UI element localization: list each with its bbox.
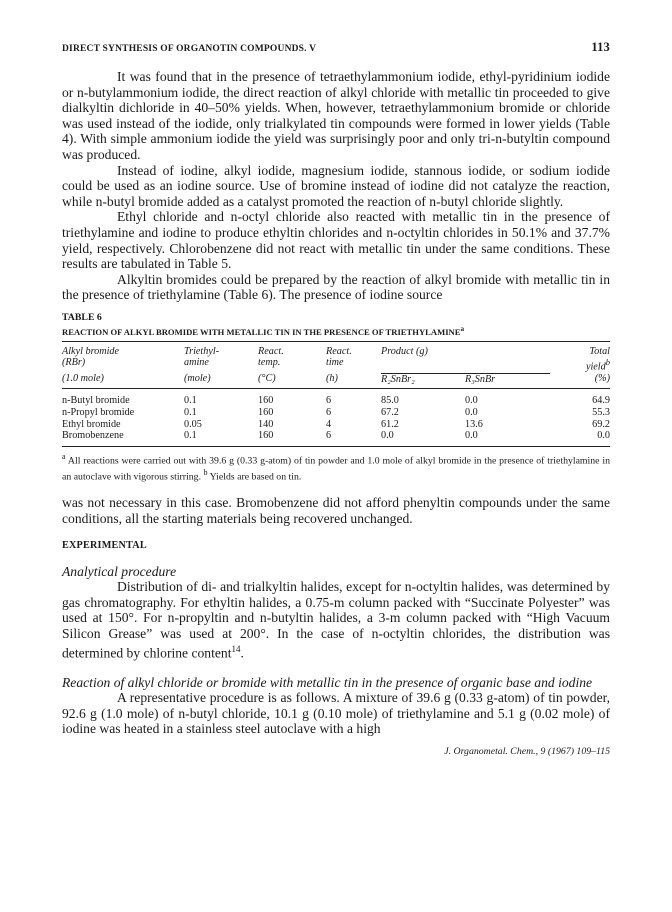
paper-page [62, 40, 610, 757]
header-alkyl-bromide-2: (RBr) [62, 357, 86, 369]
cell-compound: n-Butyl bromide [62, 395, 130, 407]
footnote-text-1: All reactions were carried out with 39.6 g (0.33 g-atom) of tin powder and 1.0 mole of alkyl bromide in the presence of triethylamine in an autoclave with vigorous stirring. [62, 455, 610, 483]
page-number: 113 [591, 40, 610, 54]
header-total-2 [550, 357, 610, 373]
table-header-row-1 [62, 346, 610, 358]
paragraph-ammonium-iodide: It was found that in the presence of tetraethylammonium iodide, ethyl-pyridinium iodide or n-butylammonium iodide, the direct reaction of alkyl chloride with metallic tin proceeded to give dialkyltin dichloride in 40–50% yields. When, however, tetraethylammonium bromide or chloride was used instead of the iodide, only trialkylated tin compounds were formed in lower yields (Table 4). With simple ammonium iodide the yield was surprisingly poor and only tri-n-butyltin compound was produced. [62, 69, 610, 162]
subsection-heading-reaction: Reaction of alkyl chloride or bromide with metallic tin in the presence of organic base and iodine [62, 674, 593, 690]
header-triethylamine-1: Triethyl- [184, 345, 220, 357]
table-label: TABLE 6 [62, 311, 102, 323]
header-total-3: (%) [594, 373, 610, 385]
header-alkyl-bromide-3: (1.0 mole) [62, 373, 104, 385]
header-product-rule [381, 357, 550, 373]
cell-r2snbr2: 85.0 [381, 395, 399, 407]
cell-compound: Bromobenzene [62, 430, 124, 442]
cell-yield: 55.3 [592, 407, 610, 419]
subsection-heading-analytical: Analytical procedure [62, 563, 177, 579]
cell-temp: 160 [258, 407, 274, 419]
cell-time: 6 [326, 407, 332, 419]
cell-r2snbr2: 0.0 [381, 430, 394, 442]
analytical-text-end: . [240, 645, 244, 661]
table-caption [62, 324, 610, 338]
table-6-body [62, 395, 610, 441]
footnote-mark-a: a [62, 451, 66, 461]
table-caption-text: REACTION OF ALKYL BROMIDE WITH METALLIC TIN IN THE PRESENCE OF TRIETHYLAMINE [62, 326, 461, 337]
header-yield-mark: b [605, 357, 610, 368]
cell-time: 4 [326, 418, 332, 430]
header-temp-3: (°C) [258, 373, 276, 385]
table-bottom-rule [62, 446, 610, 447]
cell-amine: 0.1 [184, 430, 197, 442]
analytical-text: Distribution of di- and trialkyltin halides, except for n-octyltin halides, was determined by gas chromatography. For ethyltin halides, a 0.75-m column packed with “Succinate Polyester” was used at 150°. For n-propyltin and n-butyltin halides, a 3-m column packed with “High Vacuum Silicon Grease” was used at 200°. In the case of n-octyltin chlorides, the distribution was determined by chlorine content [62, 579, 610, 661]
cell-r3snbr: 0.0 [465, 395, 478, 407]
cell-compound: Ethyl bromide [62, 418, 121, 430]
cell-amine: 0.1 [184, 407, 197, 419]
table-header-rule [62, 388, 610, 389]
cell-temp: 160 [258, 395, 274, 407]
cell-amine: 0.1 [184, 395, 197, 407]
header-triethylamine-3: (mole) [184, 373, 211, 385]
table-top-rule [62, 341, 610, 342]
journal-reference: J. Organometal. Chem., 9 (1967) 109–115 [444, 746, 610, 757]
paragraph-iodine-source: Instead of iodine, alkyl iodide, magnesium iodide, stannous iodide, or sodium iodide could be used as an iodine source. Use of bromine instead of iodine did not catalyze the reaction, while n-butyl bromide added as a catalyst promoted the reaction of n-butyl chloride slightly. [62, 162, 610, 209]
header-time-3: (h) [326, 373, 338, 385]
cell-temp: 140 [258, 418, 274, 430]
cell-r2snbr2: 67.2 [381, 407, 399, 419]
table-row [62, 419, 610, 431]
cell-amine: 0.05 [184, 418, 202, 430]
header-alkyl-bromide-1: Alkyl bromide [62, 345, 120, 357]
cell-r2snbr2: 61.2 [381, 418, 399, 430]
cell-r3snbr: 0.0 [465, 430, 478, 442]
cell-temp: 160 [258, 430, 274, 442]
header-temp-2: temp. [258, 357, 281, 369]
section-title-experimental: EXPERIMENTAL [62, 539, 147, 551]
running-title: DIRECT SYNTHESIS OF ORGANOTIN COMPOUNDS. V [62, 44, 317, 54]
cell-yield: 64.9 [592, 395, 610, 407]
header-r3snbr: R₃SnBr [465, 373, 496, 385]
footnote-mark-b: b [203, 468, 208, 478]
cell-yield: 69.2 [592, 418, 610, 430]
paragraph-reaction: A representative procedure is as follows. A mixture of 39.6 g (0.33 g-atom) of tin powder, 92.6 g (1.0 mole) of n-butyl chloride, 10.1 g (0.10 mole) of triethylamine and 5.1 g (0.02 mole) of iodine was heated in a stainless steel autoclave with a high [62, 690, 610, 737]
header-time-1: React. [326, 345, 352, 357]
paragraph-analytical [62, 579, 610, 661]
table-6 [62, 346, 610, 386]
cell-time: 6 [326, 430, 332, 442]
table-header-row-2 [62, 357, 610, 373]
running-header [62, 40, 610, 55]
cell-time: 6 [326, 395, 332, 407]
table-caption-mark: a [460, 324, 465, 333]
header-yield-text: yield [585, 361, 606, 373]
table-footnote [62, 451, 610, 484]
header-product: Product (g) [381, 345, 428, 357]
cell-compound: n-Propyl bromide [62, 407, 135, 419]
header-r2snbr2: R₂SnBr₂ [381, 373, 415, 385]
paragraph-ethyl-octyl: Ethyl chloride and n-octyl chloride also reacted with metallic tin in the presence of triethylamine and iodine to produce ethyltin chlorides and n-octyltin chlorides in 50.1% and 37.7% yield, respectively. Chlorobenzene did not react with metallic tin under the same conditions. These results are tabulated in Table 5. [62, 209, 610, 272]
cell-r3snbr: 13.6 [465, 418, 483, 430]
cell-r3snbr: 0.0 [465, 407, 478, 419]
cell-yield: 0.0 [597, 430, 610, 442]
reference-14: 14 [231, 643, 241, 654]
header-total-1: Total [589, 345, 610, 357]
table-row [62, 407, 610, 419]
paragraph-after-table: was not necessary in this case. Bromobenzene did not afford phenyltin compounds under the same conditions, all the starting materials being recovered unchanged. [62, 495, 610, 526]
header-time-2: time [326, 357, 344, 369]
header-triethylamine-2: amine [184, 357, 209, 369]
footnote-text-2: Yields are based on tin. [207, 471, 302, 483]
table-header-row-3 [62, 373, 610, 385]
table-row [62, 430, 610, 442]
table-row [62, 395, 610, 407]
paragraph-alkyltin-bromides: Alkyltin bromides could be prepared by the reaction of alkyl bromide with metallic tin in the presence of triethylamine (Table 6). The presence of iodine source [62, 271, 610, 303]
header-temp-1: React. [258, 345, 284, 357]
